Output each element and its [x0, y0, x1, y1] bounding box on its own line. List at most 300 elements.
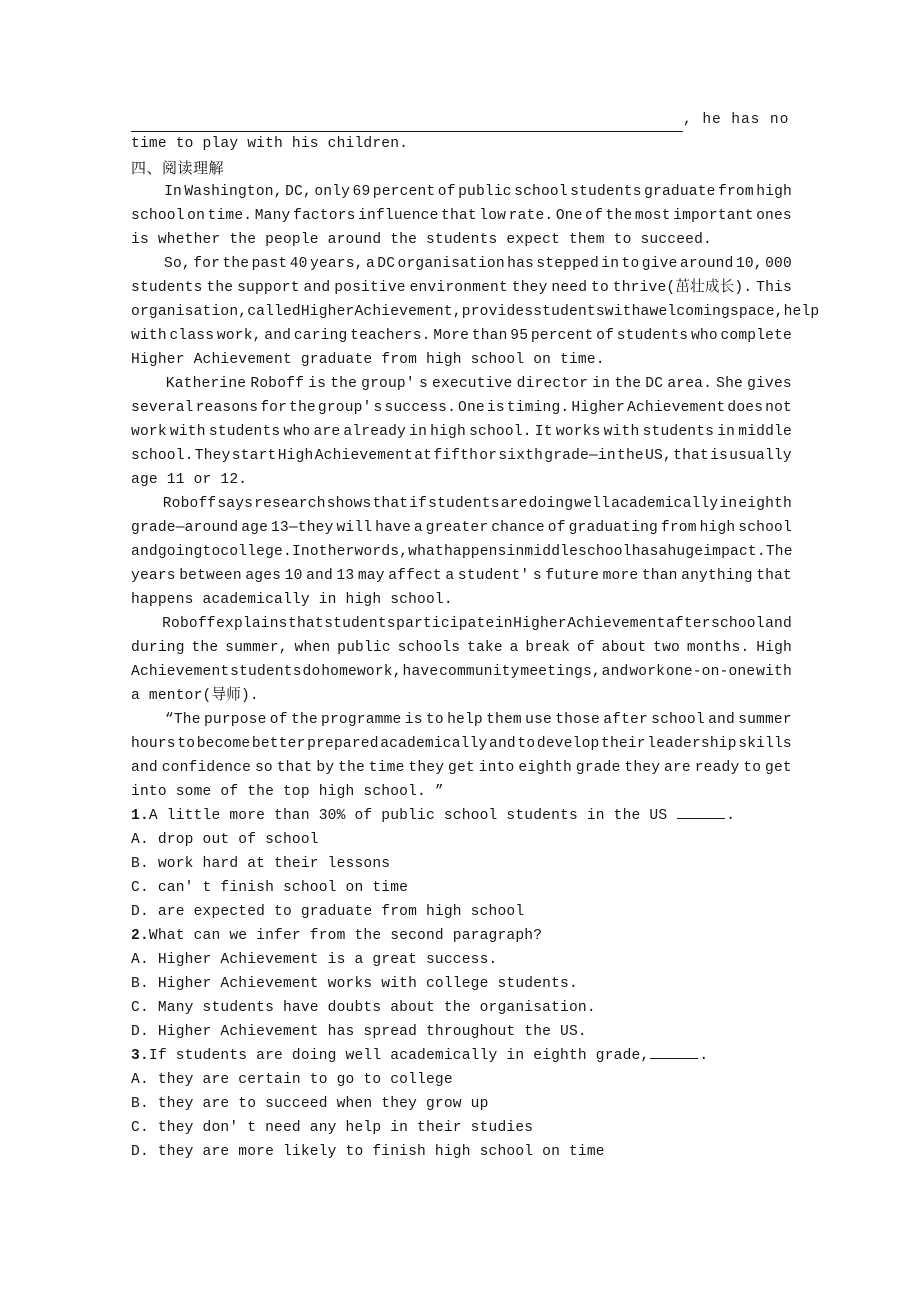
word: school [131, 208, 185, 224]
word: 95 [510, 328, 529, 344]
passage-line-p2-5: Higher Achievement graduate from high school on time. [131, 352, 605, 368]
question-2-option-C[interactable]: C. Many students have doubts about the organisation. [131, 1000, 596, 1016]
word: students [230, 664, 302, 680]
word: Katherine [165, 376, 247, 392]
word: s [373, 400, 383, 416]
word: 69 [352, 184, 371, 200]
question-3-option-C[interactable]: C. they don' t need any help in their studies [131, 1120, 534, 1136]
word: in [717, 424, 736, 440]
word: Achievement [627, 400, 726, 416]
word: who [690, 328, 718, 344]
word: rate. [508, 208, 554, 224]
word: they [624, 760, 661, 776]
word: happens [443, 544, 507, 560]
question-2-option-A[interactable]: A. Higher Achievement is a great success. [131, 952, 498, 968]
word: teachers. [350, 328, 431, 344]
word: a [445, 568, 455, 584]
word: class [169, 328, 215, 344]
word: Achievement [314, 448, 414, 464]
word: the [330, 376, 358, 392]
question-text-tail: . [726, 808, 736, 824]
word: student' [457, 568, 530, 584]
word: to [621, 256, 640, 272]
word: students [428, 496, 500, 512]
word: to [177, 736, 196, 752]
word: organisation [397, 256, 505, 272]
word: give [641, 256, 678, 272]
word: space, [729, 304, 784, 320]
word: 10 [284, 568, 303, 584]
passage-line-p1-2 [131, 204, 792, 228]
word: Roboff [250, 376, 305, 392]
word: affect [388, 568, 442, 584]
passage-line-p4-1 [131, 492, 792, 516]
question-2-option-B[interactable]: B. Higher Achievement works with college students. [131, 976, 578, 992]
word: explains [216, 616, 288, 632]
word: fifth [433, 448, 479, 464]
passage-line-p5-1 [131, 612, 792, 636]
word: from [660, 520, 697, 536]
word: director [516, 376, 589, 392]
word: success. [384, 400, 457, 416]
word: “The [164, 712, 201, 728]
word: influence [358, 208, 439, 224]
word: on [187, 208, 206, 224]
word: in [409, 424, 428, 440]
word: students [324, 616, 396, 632]
question-2-stem [131, 924, 792, 948]
word: grade—around [131, 520, 239, 536]
word: homework, [321, 664, 402, 680]
word: work [629, 664, 666, 680]
word: middle [738, 424, 792, 440]
document-content [131, 108, 820, 1164]
word: is [710, 448, 728, 464]
word: academically [611, 496, 719, 512]
word: timing. [506, 400, 570, 416]
question-2-option-D[interactable]: D. Higher Achievement has spread throughout the US. [131, 1024, 587, 1040]
word: than [641, 568, 678, 584]
word: ages [245, 568, 282, 584]
question-1-option-B[interactable]: B. work hard at their lessons [131, 856, 391, 872]
word: more [602, 568, 639, 584]
passage-line-p5-4: a mentor(导师). [131, 688, 259, 704]
word: research [254, 496, 326, 512]
word: have [402, 664, 439, 680]
word: 13—they [270, 520, 334, 536]
word: do [302, 664, 321, 680]
word: Higher [513, 616, 567, 632]
word: with [604, 304, 641, 320]
word: school. [131, 448, 194, 464]
word: the [605, 208, 633, 224]
word: they [511, 280, 548, 296]
word: get [765, 760, 792, 776]
passage-line-p3-1 [131, 372, 792, 396]
word: high [699, 520, 736, 536]
word: chance [491, 520, 545, 536]
word: In [291, 544, 310, 560]
continuation-line: time to play with his children. [131, 136, 409, 152]
word: and [303, 280, 331, 296]
word: in [506, 544, 525, 560]
word: More [433, 328, 470, 344]
passage-line-p2-4 [131, 324, 792, 348]
word: by [316, 760, 335, 776]
word: students [533, 304, 605, 320]
indent-spacer [131, 492, 162, 516]
word: The [765, 544, 793, 560]
word: and [708, 712, 735, 728]
word: who [283, 424, 311, 440]
word: about [601, 640, 647, 656]
word: better [251, 736, 306, 752]
word: public [458, 184, 512, 200]
word: thrive(茁壮成长). [612, 280, 753, 296]
question-number: 1. [131, 808, 149, 824]
question-number: 2. [131, 928, 149, 944]
word: into [478, 760, 515, 776]
word: after [665, 616, 711, 632]
word: the [290, 712, 318, 728]
answer-blank-rule[interactable] [131, 114, 683, 132]
word: participate [396, 616, 495, 632]
word: at [414, 448, 433, 464]
word: to [202, 544, 221, 560]
word: has [507, 256, 534, 272]
word: DC, [285, 184, 312, 200]
word: their [601, 736, 646, 752]
word: school [651, 712, 705, 728]
word: a [640, 304, 650, 320]
word: They [194, 448, 231, 464]
word: summer [738, 712, 792, 728]
word: ones [756, 208, 792, 224]
word: work, [216, 328, 262, 344]
word: students [616, 328, 689, 344]
word: Achievement [567, 616, 666, 632]
word: years, [309, 256, 364, 272]
word: factors [293, 208, 356, 224]
word: the [191, 640, 219, 656]
word: impact. [703, 544, 766, 560]
word: important [673, 208, 754, 224]
word: environment [409, 280, 508, 296]
top-blank-line [131, 108, 792, 132]
word: between [179, 568, 242, 584]
word: to [743, 760, 762, 776]
word: area. [667, 376, 713, 392]
word: a [413, 520, 423, 536]
word: have [375, 520, 411, 536]
word: huge [667, 544, 704, 560]
word: words, [354, 544, 409, 560]
question-text-tail: . [699, 1048, 709, 1064]
word: 10, [735, 256, 763, 272]
word: time [368, 760, 405, 776]
word: graduate [644, 184, 716, 200]
word: 000 [765, 256, 792, 272]
word: community [439, 664, 520, 680]
word: help [783, 304, 820, 320]
word: gives [747, 376, 792, 392]
word: positive [334, 280, 406, 296]
word: support [237, 280, 300, 296]
word: with [169, 424, 206, 440]
word: has [631, 544, 659, 560]
word: In [164, 184, 182, 200]
passage-line-p6-4: into some of the top high school. ” [131, 784, 444, 800]
word: grade—in [544, 448, 616, 464]
word: most [634, 208, 671, 224]
word: and [264, 328, 292, 344]
question-1-option-D[interactable]: D. are expected to graduate from high school [131, 904, 525, 920]
word: grade [575, 760, 621, 776]
word: they [408, 760, 445, 776]
question-1-option-A[interactable]: A. drop out of school [131, 832, 319, 848]
word: usually [729, 448, 792, 464]
word: years [131, 568, 176, 584]
word: two [653, 640, 680, 656]
word: ready [694, 760, 740, 776]
word: and [306, 568, 333, 584]
word: to [425, 712, 444, 728]
word: Washington, [184, 184, 283, 200]
word: eighth [518, 760, 572, 776]
word: several [131, 400, 194, 416]
word: are [313, 424, 341, 440]
word: future [545, 568, 600, 584]
word: develop [536, 736, 600, 752]
word: time. [207, 208, 253, 224]
word: says [217, 496, 254, 512]
word: high [430, 424, 466, 440]
word: High [756, 640, 792, 656]
passage-line-p5-3 [131, 660, 792, 684]
word: reasons [195, 400, 259, 416]
passage-line-p3-4 [131, 444, 792, 468]
word: students [131, 280, 203, 296]
word: 40 [289, 256, 308, 272]
word: only [314, 184, 351, 200]
word: students [208, 424, 281, 440]
question-3-option-B[interactable]: B. they are to succeed when they grow up [131, 1096, 489, 1112]
word: may [357, 568, 385, 584]
word: is [486, 400, 505, 416]
passage-line-p6-1 [131, 708, 792, 732]
word: eighth [738, 496, 792, 512]
passage-line-p2-2 [131, 276, 792, 300]
word: are [664, 760, 691, 776]
word: what [408, 544, 444, 560]
word: hours [131, 736, 176, 752]
question-text: If students are doing well academically in eighth grade, [148, 1048, 650, 1064]
word: that [288, 616, 324, 632]
word: caring [293, 328, 348, 344]
word: in [494, 616, 513, 632]
word: of [585, 208, 604, 224]
word: meetings, [520, 664, 601, 680]
passage-line-p1-3: is whether the people around the students expect them to succeed. [131, 232, 712, 248]
word: skills [738, 736, 792, 752]
word: doing [528, 496, 574, 512]
word: prepared [307, 736, 379, 752]
word: This [756, 280, 792, 296]
word: in [601, 256, 620, 272]
passage-line-p6-2 [131, 732, 792, 756]
word: Achievement [131, 664, 230, 680]
word: group' [317, 400, 372, 416]
word: summer, [225, 640, 288, 656]
word: school [711, 616, 765, 632]
word: going [157, 544, 203, 560]
word: that [276, 760, 313, 776]
word: and [131, 760, 158, 776]
word: Achievement, [354, 304, 462, 320]
word: a [658, 544, 668, 560]
reading-passage [131, 180, 820, 1164]
word: than [471, 328, 508, 344]
word: past [251, 256, 288, 272]
word: confidence [161, 760, 252, 776]
word: become [196, 736, 251, 752]
word: that [441, 208, 477, 224]
question-3-option-A[interactable]: A. they are certain to go to college [131, 1072, 453, 1088]
word: percent [530, 328, 594, 344]
word: after [603, 712, 648, 728]
word: Higher [300, 304, 355, 320]
word: the [617, 448, 644, 464]
word: s [532, 568, 542, 584]
word: of [269, 712, 288, 728]
question-3-option-D[interactable]: D. they are more likely to finish high school on time [131, 1144, 605, 1160]
word: the [338, 760, 365, 776]
word: One [555, 208, 583, 224]
word: US, [645, 448, 672, 464]
word: them [486, 712, 522, 728]
word: purpose [203, 712, 267, 728]
word: one-on-one [665, 664, 756, 680]
word: will [336, 520, 373, 536]
word: So, [164, 256, 191, 272]
word: start [231, 448, 277, 464]
passage-line-p2-1 [131, 252, 792, 276]
word: percent [372, 184, 436, 200]
word: leadership [647, 736, 737, 752]
word: a [365, 256, 375, 272]
passage-line-p4-5: happens academically in high school. [131, 592, 453, 608]
word: break [525, 640, 571, 656]
question-answer-blank[interactable] [650, 1046, 698, 1059]
word: if [409, 496, 428, 512]
word: One [458, 400, 485, 416]
word: Many [254, 208, 291, 224]
word: months. [686, 640, 750, 656]
word: in [719, 496, 738, 512]
word: school [514, 184, 568, 200]
word: with [756, 664, 792, 680]
word: with [603, 424, 640, 440]
question-3-stem [131, 1044, 792, 1068]
passage-line-p4-4 [131, 564, 792, 588]
word: school. [469, 424, 532, 440]
question-text: What can we infer from the second paragraph? [148, 928, 543, 944]
word: with [131, 328, 167, 344]
indent-spacer [131, 180, 162, 204]
passage-line-p2-3 [131, 300, 820, 324]
word: of [596, 328, 615, 344]
passage-line-p3-3 [131, 420, 792, 444]
word: DC [377, 256, 396, 272]
word: those [555, 712, 600, 728]
word: low [479, 208, 507, 224]
word: does [727, 400, 764, 416]
passage-line-p4-2 [131, 516, 792, 540]
word: of [547, 520, 566, 536]
indent-spacer [131, 372, 162, 396]
word: DC [645, 376, 664, 392]
word: or [479, 448, 498, 464]
word: other [309, 544, 355, 560]
word: of [576, 640, 595, 656]
word: so [254, 760, 273, 776]
word: to [517, 736, 536, 752]
passage-line-p5-2 [131, 636, 792, 660]
word: greater [425, 520, 489, 536]
word: and [131, 544, 158, 560]
word: college. [220, 544, 292, 560]
word: 13 [336, 568, 355, 584]
word: during [131, 640, 185, 656]
word: It [534, 424, 553, 440]
word: a [509, 640, 519, 656]
word: from [718, 184, 754, 200]
word: high [756, 184, 792, 200]
word: when [294, 640, 331, 656]
question-1-stem [131, 804, 792, 828]
word: programme [321, 712, 402, 728]
word: that [756, 568, 792, 584]
word: of [437, 184, 456, 200]
question-number: 3. [131, 1048, 149, 1064]
word: called [247, 304, 301, 320]
word: is [308, 376, 327, 392]
word: the [206, 280, 234, 296]
word: is [404, 712, 423, 728]
word: age [241, 520, 269, 536]
word: well [574, 496, 611, 512]
word: She [716, 376, 743, 392]
section-heading: 四、阅读理解 [131, 159, 225, 177]
word: work [131, 424, 167, 440]
word: not [765, 400, 792, 416]
word: take [467, 640, 503, 656]
word: stepped [536, 256, 599, 272]
word: that [673, 448, 709, 464]
word: anything [681, 568, 753, 584]
word: Roboff [162, 616, 216, 632]
word: public [337, 640, 391, 656]
word: students [642, 424, 715, 440]
question-answer-blank[interactable] [677, 806, 725, 819]
word: for [260, 400, 288, 416]
word: welcoming [649, 304, 730, 320]
word: middle [524, 544, 579, 560]
word: school [738, 520, 792, 536]
word: Higher [571, 400, 626, 416]
question-1-option-C[interactable]: C. can' t finish school on time [131, 880, 409, 896]
word: need [551, 280, 588, 296]
